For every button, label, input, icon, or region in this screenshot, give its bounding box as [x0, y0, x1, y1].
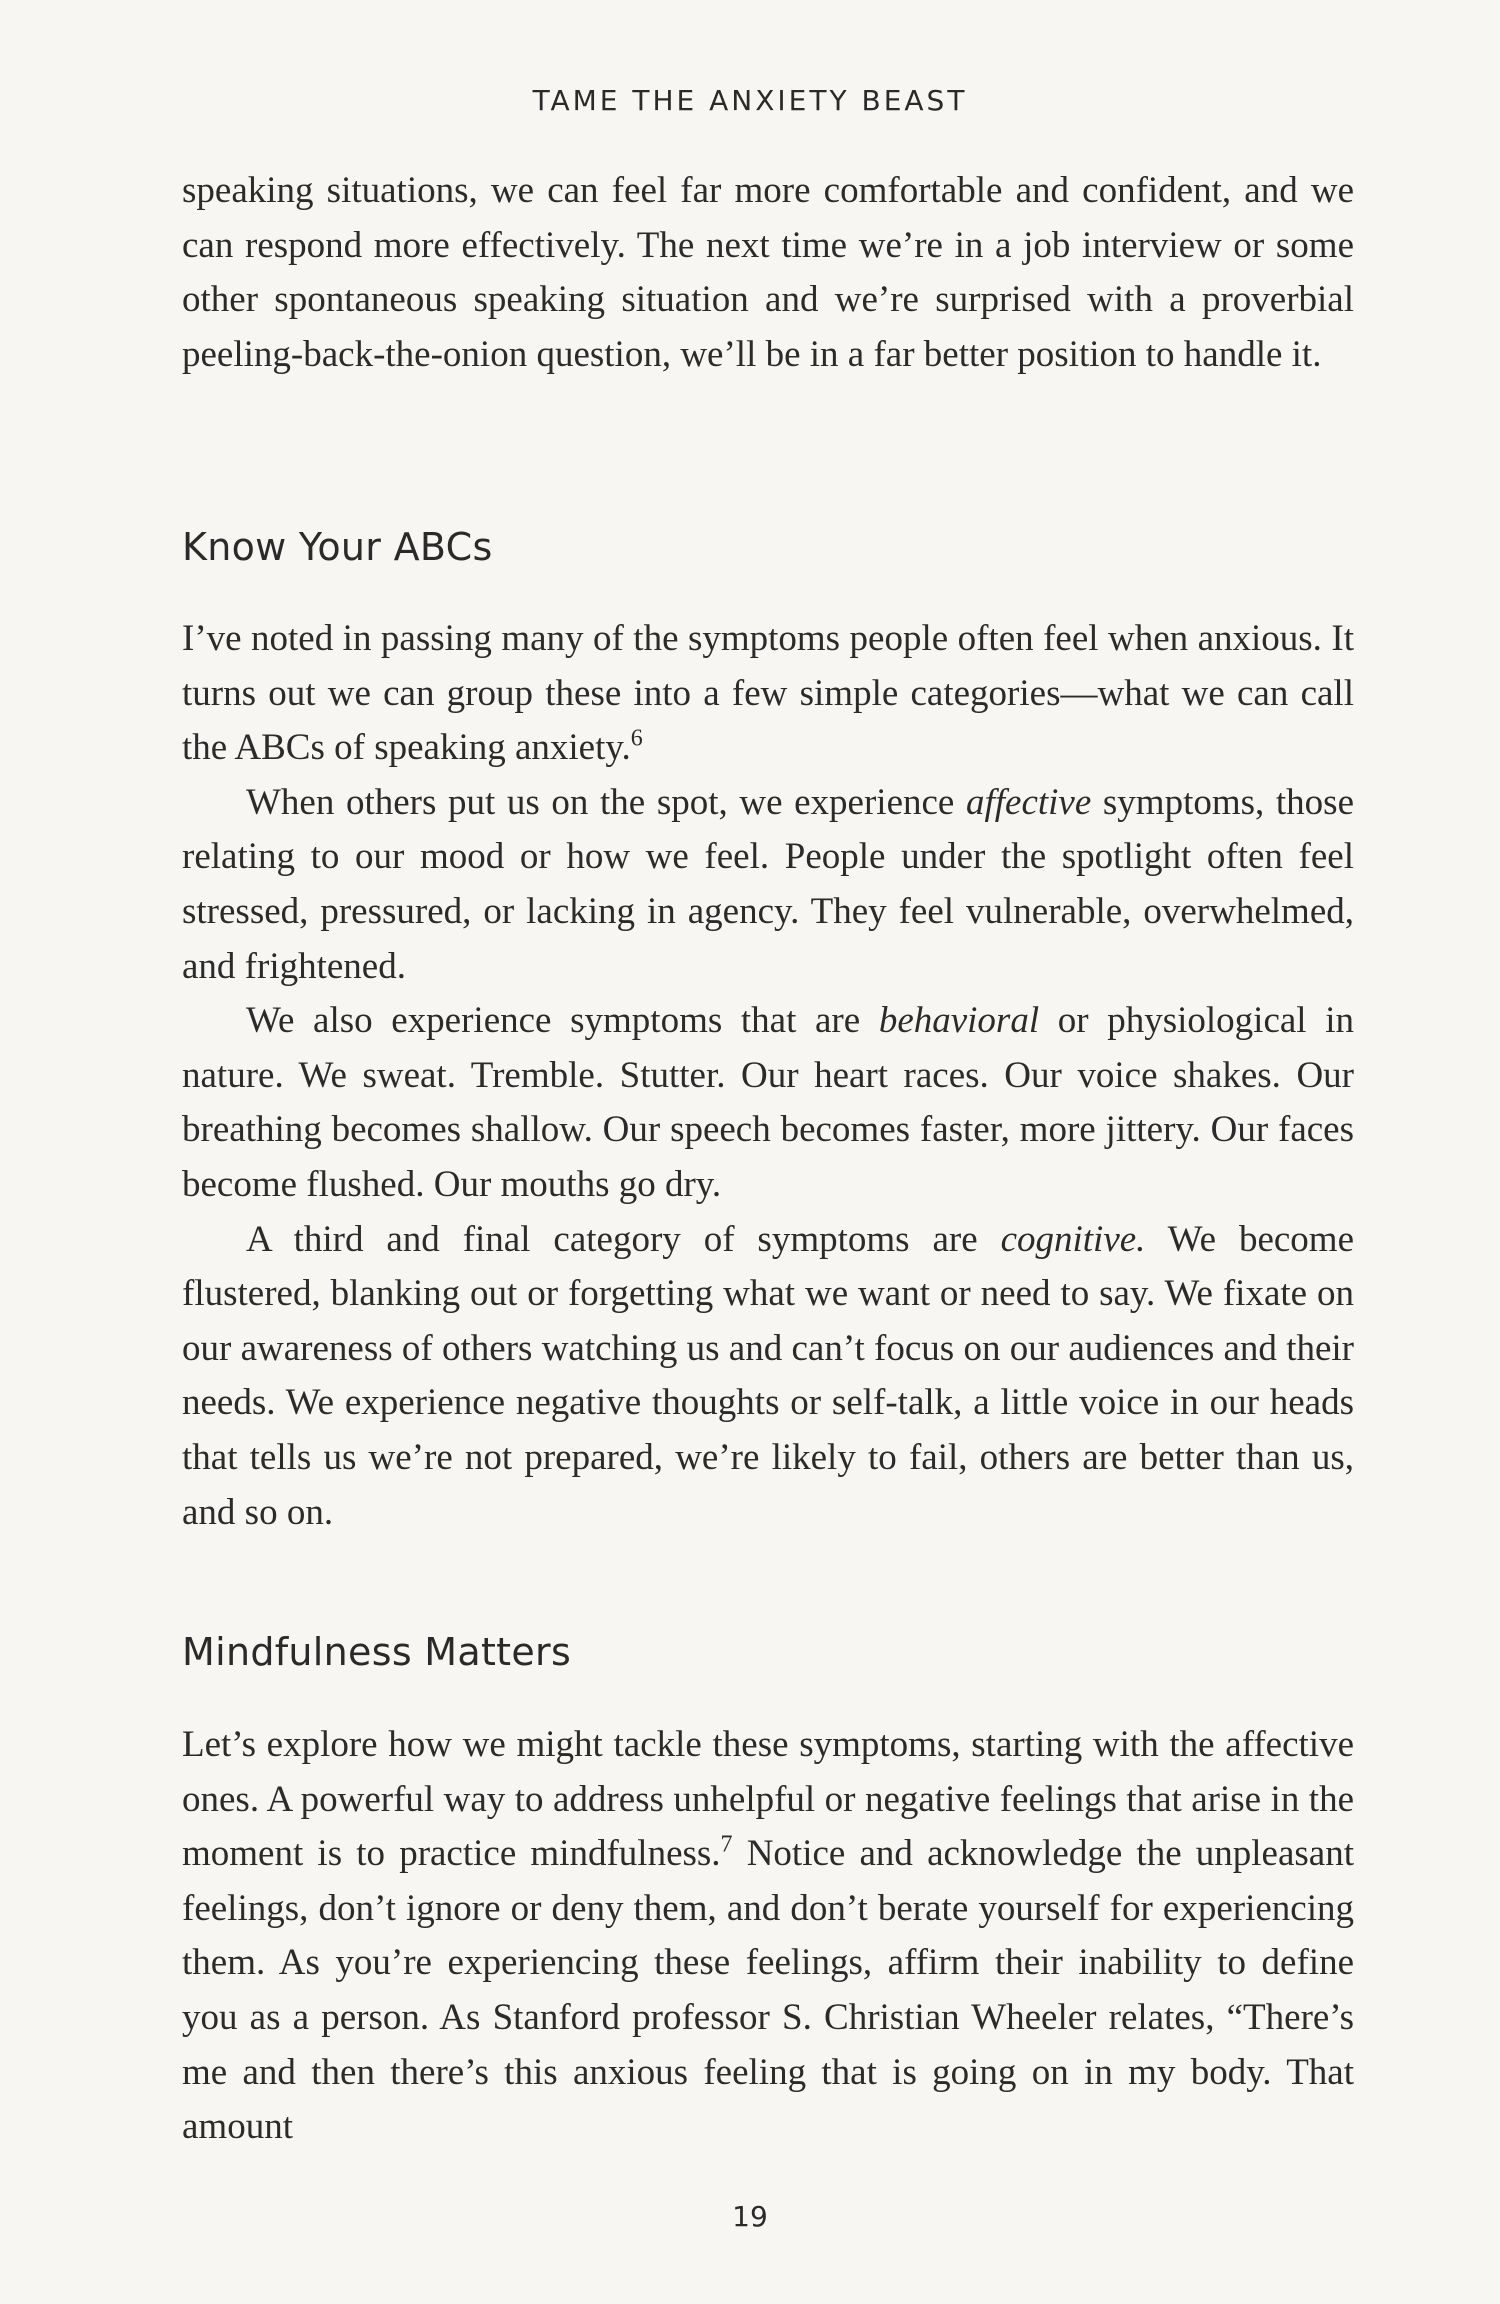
paragraph-text: or physiological in nature. We sweat. Tremble. Stutter. Our heart races. Our voice shakes. Our breathing becomes shallow. Our speech becomes faster, more jittery. Our faces become flushed. Our mouths go dry. — [182, 1000, 1355, 1205]
footnote-ref: 6 — [630, 725, 643, 752]
text-block-intro — [182, 164, 1354, 382]
paragraph — [182, 1718, 1354, 2155]
section-heading-know-your-abcs: Know Your ABCs — [182, 525, 493, 569]
paragraph-text: I’ve noted in passing many of the symptoms people often feel when anxious. It turns out we can group these into a few simple categories—what we can call the ABCs of speaking anxiety. — [182, 618, 1354, 769]
paragraph — [182, 1213, 1354, 1541]
footnote-ref: 7 — [720, 1831, 733, 1858]
emphasis: cognitive. — [1000, 1218, 1146, 1260]
text-block-mindfulness — [182, 1718, 1354, 2155]
paragraph — [182, 776, 1354, 994]
page-number: 19 — [732, 2200, 768, 2233]
paragraph-text: When others put us on the spot, we experience — [246, 781, 966, 823]
paragraph-text: We also experience symptoms that are — [246, 1000, 879, 1042]
paragraph-text: We become flustered, blanking out or forgetting what we want or need to say. We fixate on our awareness of others watching us and can’t focus on our audiences and their needs. We experience negative thoughts or self-talk, a little voice in our heads that tells us we’re not prepared, we’re likely to fail, others are better than us, and so on. — [182, 1218, 1355, 1533]
paragraph-text: symptoms, those relating to our mood or how we feel. People under the spotlight often feel stressed, pressured, or lacking in agency. They feel vulnerable, overwhelmed, and frightened. — [182, 781, 1354, 987]
running-head: TAME THE ANXIETY BEAST — [532, 84, 968, 117]
paragraph-text: A third and final category of symptoms are — [246, 1218, 1001, 1260]
text-block-abcs — [182, 612, 1354, 1540]
emphasis: affective — [965, 781, 1092, 823]
emphasis: behavioral — [878, 1000, 1040, 1042]
section-heading-mindfulness-matters: Mindfulness Matters — [182, 1630, 572, 1674]
paragraph — [182, 612, 1354, 776]
paragraph — [182, 994, 1354, 1212]
paragraph-text: Let’s explore how we might tackle these symptoms, starting with the affective ones. A powerful way to address unhelpful or negative feelings that arise in the moment is to practice mindfulness. — [182, 1724, 1354, 1875]
paragraph: speaking situations, we can feel far more comfortable and confident, and we can respond more effectively. The next time we’re in a job interview or some other spontaneous speaking situation and we’re surprised with a proverbial peeling-back-the-onion question, we’ll be in a far better position to handle it. — [182, 170, 1354, 375]
paragraph-text: Notice and acknowledge the unpleasant feelings, don’t ignore or deny them, and don’t berate yourself for experiencing them. As you’re experiencing these feelings, affirm their inability to define you as a person. As Stanford professor S. Christian Wheeler relates, “There’s me and then there’s this anxious feeling that is going on in my body. That amount — [182, 1833, 1354, 2148]
